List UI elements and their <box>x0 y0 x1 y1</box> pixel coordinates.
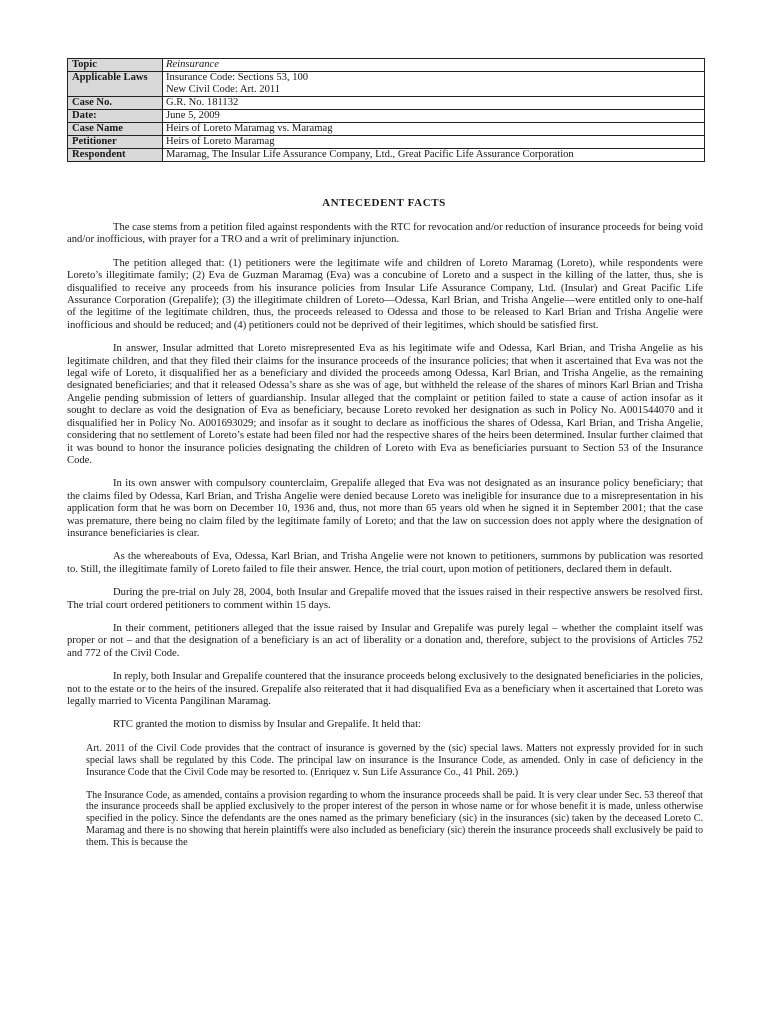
case-info-row-topic <box>68 59 705 72</box>
case-no-value: G.R. No. 181132 <box>163 97 705 110</box>
case-no-label: Case No. <box>68 97 163 110</box>
case-info-row-respondent <box>68 149 705 162</box>
applicable-laws-line-2: New Civil Code: Art. 2011 <box>166 84 281 95</box>
case-name-value: Heirs of Loreto Maramag vs. Maramag <box>163 123 705 136</box>
petitioner-value: Heirs of Loreto Maramag <box>163 136 705 149</box>
paragraph: During the pre-trial on July 28, 2004, both Insular and Grepalife moved that the issues raised in their respective answers be resolved first. The trial court ordered petitioners to comment within 15 days. <box>67 587 703 611</box>
paragraph: In its own answer with compulsory counterclaim, Grepalife alleged that Eva was not designated as an insurance policy beneficiary; that the claims filed by Odessa, Karl Brian, and Trisha Angelie were denied because Loreto was ineligible for insurance due to a misrepresentation in his application form that he was born on December 10, 1936 and, thus, not more than 65 years old when he signed it in September 2001; that the case was premature, there being no claim filed by the legitimate family of Loreto; and that the law on succession does not apply where the designation of insurance beneficiaries is clear. <box>67 478 703 539</box>
paragraph: The case stems from a petition filed against respondents with the RTC for revocation and/or reduction of insurance proceeds for being void and/or inofficious, with prayer for a TRO and a writ of preliminary injunction. <box>67 222 703 246</box>
document-body <box>67 222 703 860</box>
paragraph: The petition alleged that: (1) petitioners were the legitimate wife and children of Loreto Maramag (Loreto), while respondents were Loreto’s illegitimate family; (2) Eva de Guzman Maramag (Eva) was a concubine of Loreto and a suspect in the killing of the latter, thus, she is disqualified to receive any proceeds from his insurance policies from Insular Life Assurance Company, Ltd. (Insular) and Great Pacific Life Assurance Corporation (Grepalife); (3) the illegitimate children of Loreto—Odessa, Karl Brian, and Trisha Angelie—were entitled only to one-half of the legitime of the legitimate children, thus, the proceeds released to Odessa and those to be released to Karl Brian and Trisha Angelie were inofficious and should be reduced; and (4) petitioners could not be deprived of their legitimes, which should be satisfied first. <box>67 257 703 331</box>
applicable-laws-line-1: Insurance Code: Sections 53, 100 <box>166 72 309 83</box>
case-info-row-applicable-laws <box>68 72 705 97</box>
paragraph: In answer, Insular admitted that Loreto misrepresented Eva as his legitimate wife and Odessa, Karl Brian, and Trisha Angelie as his legitimate children, and that they filed their claims for the insurance proceeds of the insurance policies; that when it ascertained that Eva was not the legal wife of Loreto, it disqualified her as a beneficiary and divided the proceeds among Odessa, Karl Brian, and Trisha Angelie, as the remaining designated beneficiaries; and that it released Odessa’s share as she was of age, but withheld the release of the shares of minors Karl Brian and Trisha Angelie pending submission of letters of guardianship. Insular alleged that the complaint or petition failed to state a cause of action insofar as it sought to declare as void the designation of Eva as beneficiary, because Loreto revoked her designation as such in Policy No. A001544070 and it disqualified her in Policy No. A001693029; and insofar as it sought to declare as inofficious the shares of Odessa, Karl Brian, and Trisha Angelie, considering that no settlement of Loreto’s estate had been filed nor had the respective shares of the heirs been determined. Insular further claimed that it was bound to honor the insurance policies designating the children of Loreto with Eva as beneficiaries pursuant to Section 53 of the Insurance Code. <box>67 343 703 466</box>
case-info-row-case-no <box>68 97 705 110</box>
topic-label: Topic <box>68 59 163 72</box>
petitioner-label: Petitioner <box>68 136 163 149</box>
paragraph: RTC granted the motion to dismiss by Insular and Grepalife. It held that: <box>113 719 421 731</box>
case-info-table <box>67 58 705 162</box>
applicable-laws-value <box>163 72 705 97</box>
block-quote: Art. 2011 of the Civil Code provides that the contract of insurance is governed by the (sic) special laws. Matters not expressly provided for in such special laws shall be regulated by this Code. The principal law on insurance is the Insurance Code, as amended. Only in case of deficiency in the Insurance Code that the Civil Code may be resorted to. (Enriquez v. Sun Life Assurance Co., 41 Phil. 269.) <box>86 742 703 778</box>
case-info-row-case-name <box>68 123 705 136</box>
case-info-row-petitioner <box>68 136 705 149</box>
block-quote: The Insurance Code, as amended, contains a provision regarding to whom the insurance proceeds shall be paid. It is very clear under Sec. 53 thereof that the insurance proceeds shall be applied exclusively to the proper interest of the person in whose name or for whose benefit it is made, unless otherwise specified in the policy. Since the defendants are the ones named as the primary beneficiary (sic) in the insurances (sic) taken by the deceased Loreto C. Maramag and there is no showing that herein plaintiffs were also included as beneficiary (sic) therein the insurance proceeds shall exclusively be paid to them. This is because the <box>86 789 703 849</box>
topic-value: Reinsurance <box>163 59 705 72</box>
case-name-label: Case Name <box>68 123 163 136</box>
applicable-laws-label: Applicable Laws <box>68 72 163 97</box>
respondent-label: Respondent <box>68 149 163 162</box>
respondent-value: Maramag, The Insular Life Assurance Company, Ltd., Great Pacific Life Assurance Corporation <box>163 149 705 162</box>
date-value: June 5, 2009 <box>163 110 705 123</box>
section-heading: ANTECEDENT FACTS <box>322 197 446 209</box>
paragraph: As the whereabouts of Eva, Odessa, Karl Brian, and Trisha Angelie were not known to petitioners, summons by publication was resorted to. Still, the illegitimate family of Loreto failed to file their answer. Hence, the trial court, upon motion of petitioners, declared them in default. <box>67 551 703 575</box>
date-label: Date: <box>68 110 163 123</box>
paragraph: In their comment, petitioners alleged that the issue raised by Insular and Grepalife was purely legal – whether the complaint itself was proper or not – and that the designation of a beneficiary is an act of liberality or a donation and, therefore, subject to the provisions of Articles 752 and 772 of the Civil Code. <box>67 622 703 659</box>
case-info-row-date <box>68 110 705 123</box>
paragraph: In reply, both Insular and Grepalife countered that the insurance proceeds belong exclusively to the designated beneficiaries in the policies, not to the estate or to the heirs of the insured. Grepalife also reiterated that it had disqualified Eva as a beneficiary when it ascertained that Loreto was legally married to Vicenta Pangilinan Maramag. <box>67 671 703 707</box>
